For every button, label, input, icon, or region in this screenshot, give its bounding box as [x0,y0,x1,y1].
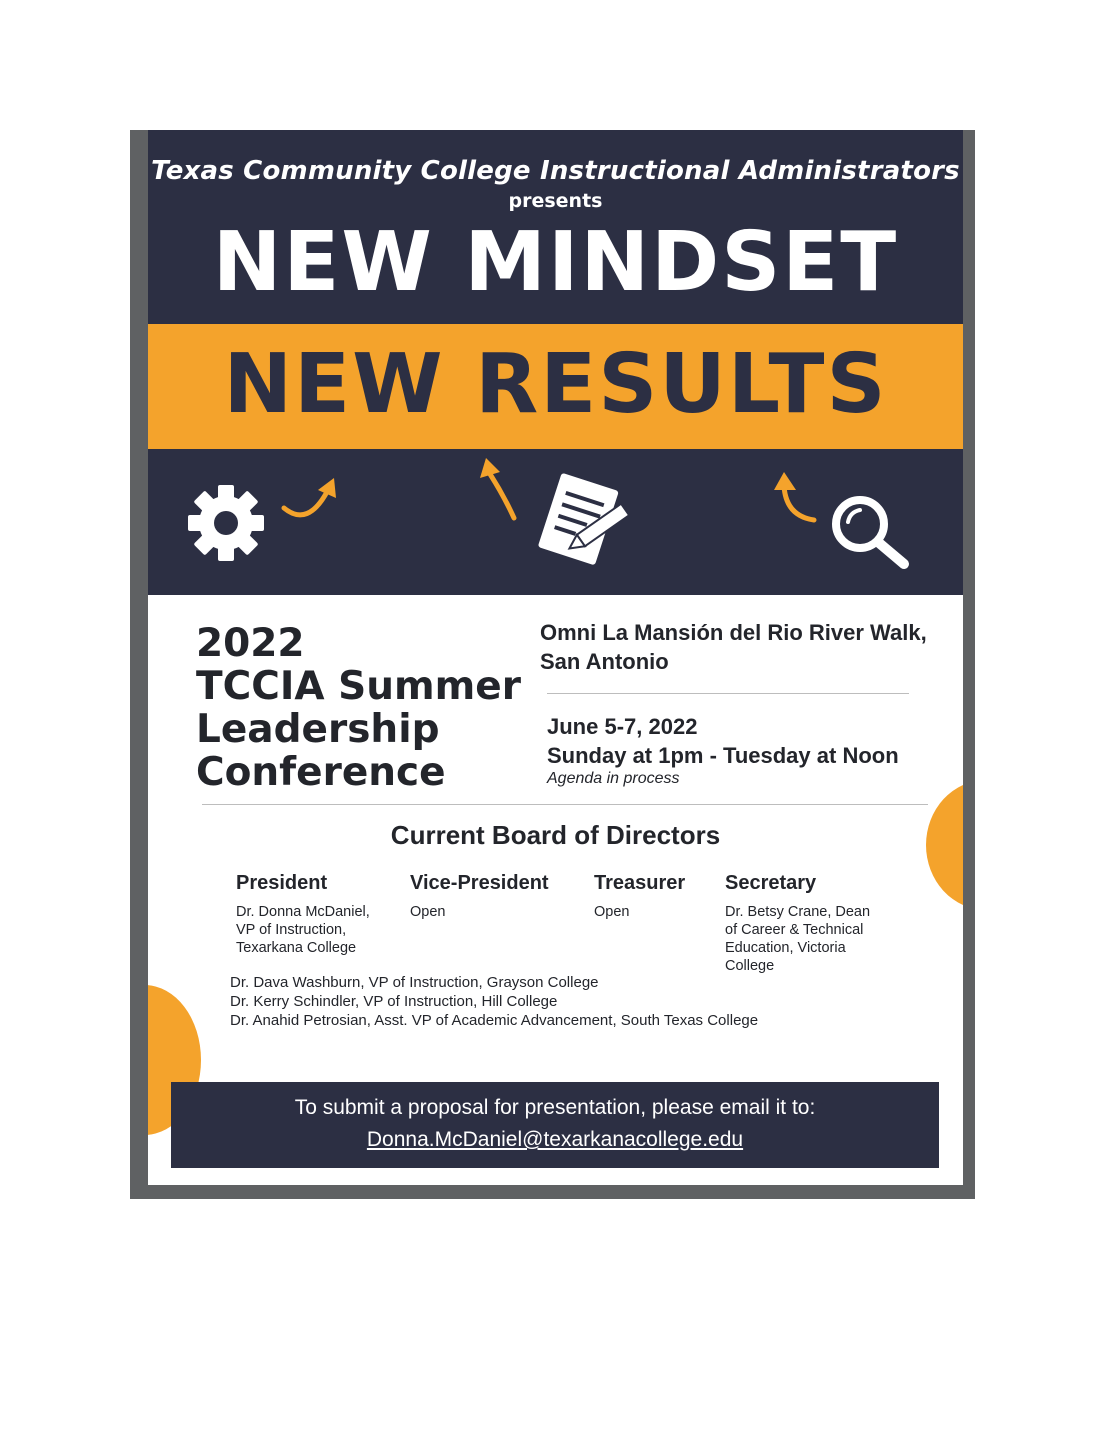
curved-arrow-icon [278,468,348,528]
conference-dates [547,712,899,770]
magnifier-icon [828,492,914,570]
submit-email-link[interactable]: Donna.McDaniel@texarkanacollege.edu [366,1128,744,1151]
curved-arrow-icon [770,470,820,526]
officer-line: of Career & Technical [725,922,864,938]
venue-name: Omni La Mansión del Rio River Walk, [540,620,927,645]
officer-role: Vice-President [410,872,549,894]
conference-line: TCCIA Summer [196,664,521,709]
submit-proposal-banner [171,1082,939,1168]
date-range: June 5-7, 2022 [547,714,698,739]
header-panel [148,130,963,595]
organization-name: Texas Community College Instructional Administrators [151,156,960,186]
officer-role: President [236,872,328,894]
officer-line: Open [410,904,446,920]
officer-treasurer [594,872,714,921]
officer-role: Secretary [725,872,817,894]
officer-line: VP of Instruction, [236,922,347,938]
officer-line: Dr. Donna McDaniel, [236,904,370,920]
officer-line: Education, Victoria [725,940,846,956]
conference-line: Conference [196,750,446,795]
submit-text: To submit a proposal for presentation, please email it to: [294,1096,816,1119]
officer-secretary [725,872,895,975]
agenda-note: Agenda in process [547,770,680,787]
flyer-page [148,130,963,1185]
officer-line: Texarkana College [236,940,357,956]
conference-title [196,622,526,794]
officer-president [236,872,396,957]
headline-new-results: NEW RESULTS [223,337,888,432]
board-members [230,973,758,1030]
divider [202,804,928,805]
conference-line: Leadership [196,707,440,752]
officer-vice-president [410,872,580,921]
officer-line: Open [594,904,630,920]
member-line: Dr. Anahid Petrosian, Asst. VP of Academic Advancement, South Texas College [230,1012,759,1029]
officer-line: Dr. Betsy Crane, Dean [725,904,871,920]
divider [547,693,909,694]
member-line: Dr. Kerry Schindler, VP of Instruction, Hill College [230,993,558,1010]
venue-city: San Antonio [540,649,669,674]
arrow-up-icon [476,456,522,524]
venue [540,618,950,676]
date-times: Sunday at 1pm - Tuesday at Noon [547,743,899,768]
board-title: Current Board of Directors [390,820,721,850]
decorative-circle [926,780,963,910]
document-pencil-icon [528,470,638,570]
officer-role: Treasurer [594,872,686,894]
conference-year: 2022 [196,621,305,666]
member-line: Dr. Dava Washburn, VP of Instruction, Grayson College [230,974,599,991]
gear-icon [186,482,266,564]
presents-label: presents [508,190,603,212]
headline-new-mindset: NEW MINDSET [212,215,899,310]
officer-line: College [725,958,775,974]
